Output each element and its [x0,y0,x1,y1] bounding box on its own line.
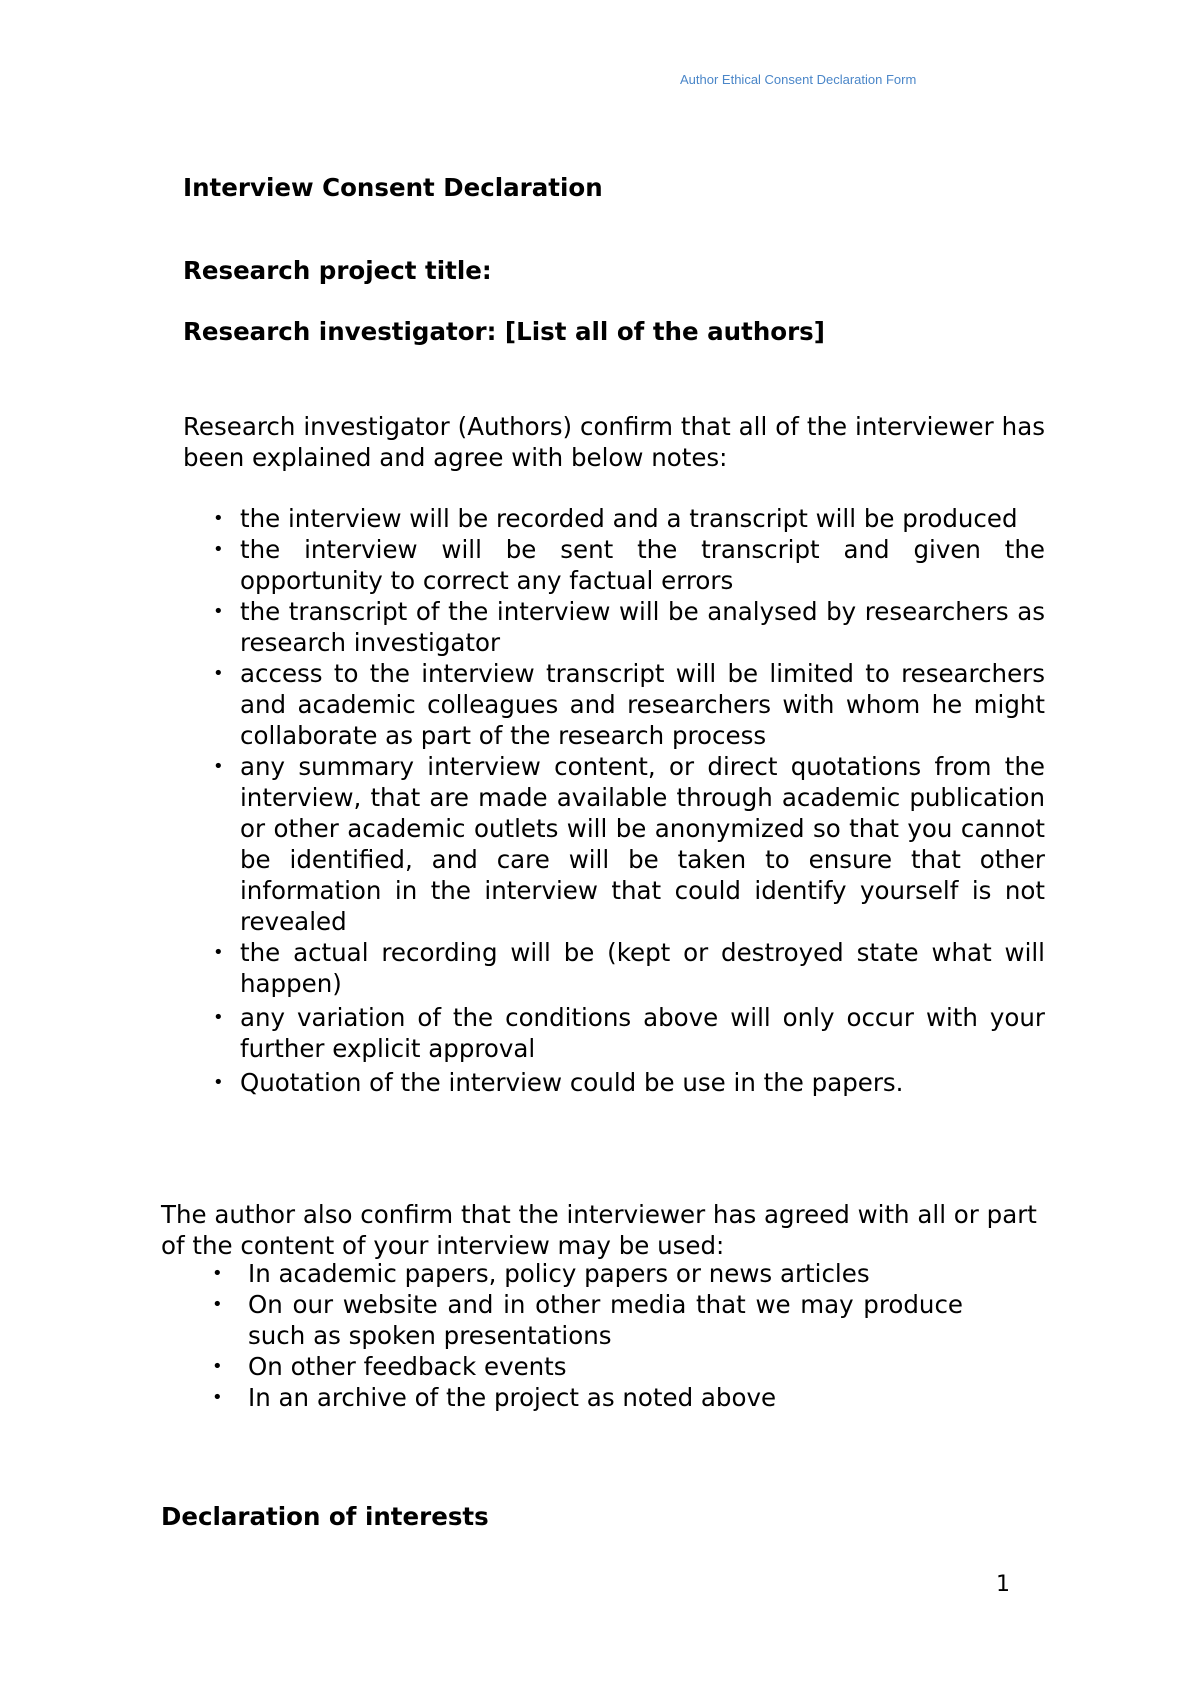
note-text: the interview will be sent the transcript and given the opportunity to correct any factual errors [240,535,1045,595]
bullet-icon: • [213,663,224,684]
usage-text: In an archive of the project as noted above [248,1383,777,1412]
bullet-icon: • [212,1356,223,1377]
declaration-heading: Declaration of interests [161,1502,489,1531]
running-header: Author Ethical Consent Declaration Form [680,72,917,87]
list-item [213,658,1045,751]
intro-paragraph: Research investigator (Authors) confirm that all of the interviewer has been explained and agree with below notes: [183,412,1045,472]
page-number: 1 [996,1572,1010,1597]
notes-list [213,503,1045,1098]
list-item [213,503,1045,534]
usage-text: On our website and in other media that we may produce such as spoken presentations [248,1290,963,1350]
list-item [213,751,1045,937]
investigator-label: Research investigator: [List all of the authors] [183,317,825,346]
bullet-icon: • [213,539,224,560]
document-title: Interview Consent Declaration [183,173,603,202]
list-item [213,596,1045,658]
usage-text: On other feedback events [248,1352,567,1381]
bullet-icon: • [213,601,224,622]
note-text: Quotation of the interview could be use in the papers. [240,1068,904,1097]
bullet-icon: • [212,1263,223,1284]
list-item [213,1002,1045,1064]
note-text: any summary interview content, or direct quotations from the interview, that are made available through academic publication or other academic outlets will be anonymized so that you cannot be identified, and care will be taken to ensure that other information in the interview that could identify yourself is not revealed [240,752,1045,936]
list-item [212,1382,963,1413]
usage-text: In academic papers, policy papers or news articles [248,1259,870,1288]
bullet-icon: • [212,1294,223,1315]
list-item [212,1351,963,1382]
list-item [213,1067,1045,1098]
note-text: any variation of the conditions above will only occur with your further explicit approval [240,1003,1045,1063]
bullet-icon: • [213,942,224,963]
list-item [212,1258,963,1289]
bullet-icon: • [213,756,224,777]
bullet-icon: • [213,1007,224,1028]
bullet-icon: • [213,1072,224,1093]
note-text: access to the interview transcript will be limited to researchers and academic colleagues and researchers with whom he might collaborate as part of the research process [240,659,1045,750]
bullet-icon: • [213,508,224,529]
project-title-label: Research project title: [183,256,492,285]
bullet-icon: • [212,1387,223,1408]
list-item [213,534,1045,596]
list-item [213,937,1045,999]
usage-list [212,1258,963,1413]
note-text: the interview will be recorded and a transcript will be produced [240,504,1018,533]
list-item [212,1289,963,1351]
usage-paragraph: The author also confirm that the interviewer has agreed with all or part of the content of your interview may be used: [161,1200,1037,1260]
note-text: the actual recording will be (kept or destroyed state what will happen) [240,938,1045,998]
note-text: the transcript of the interview will be analysed by researchers as research investigator [240,597,1045,657]
